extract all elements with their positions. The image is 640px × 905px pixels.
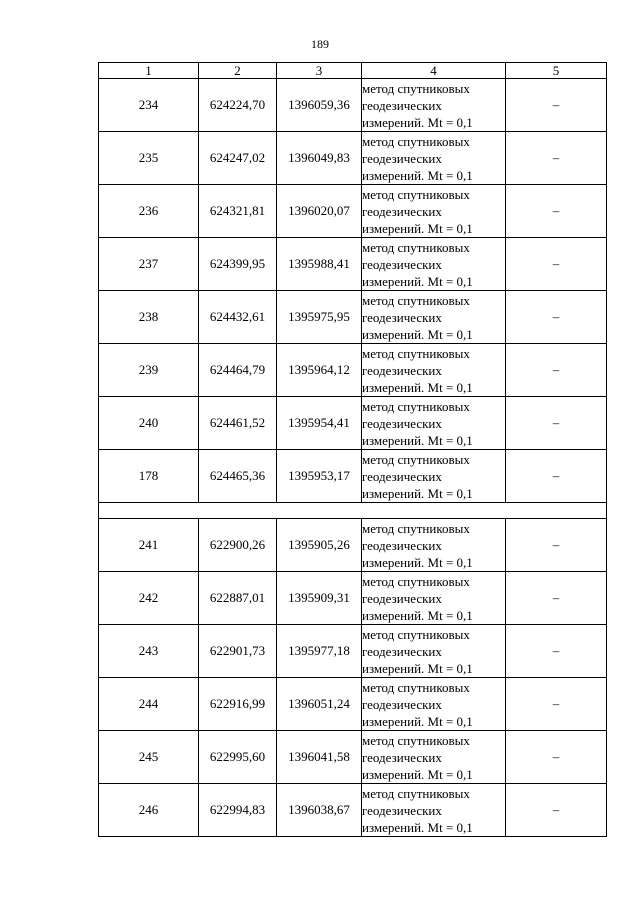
- x-coordinate-cell: 622901,73: [199, 625, 277, 678]
- y-coordinate-cell: 1395977,18: [277, 625, 362, 678]
- y-coordinate-cell: 1395988,41: [277, 238, 362, 291]
- method-line: измерений. Mt = 0,1: [362, 220, 473, 236]
- point-number-cell: 234: [99, 79, 199, 132]
- column-5-cell: –: [506, 519, 607, 572]
- method-line: измерений. Mt = 0,1: [362, 819, 473, 835]
- y-coordinate-cell: 1395953,17: [277, 450, 362, 503]
- method-line: метод спутниковых: [362, 186, 470, 202]
- method-line: геодезических: [362, 362, 442, 378]
- y-coordinate-cell: 1395909,31: [277, 572, 362, 625]
- spacer-row: [99, 503, 607, 519]
- table-row: [99, 397, 607, 450]
- method-line: измерений. Mt = 0,1: [362, 554, 473, 570]
- method-line: геодезических: [362, 590, 442, 606]
- x-coordinate-cell: 624224,70: [199, 79, 277, 132]
- method-line: метод спутниковых: [362, 133, 470, 149]
- x-coordinate-cell: 624432,61: [199, 291, 277, 344]
- table-row: [99, 731, 607, 784]
- method-line: измерений. Mt = 0,1: [362, 713, 473, 729]
- y-coordinate-cell: 1395905,26: [277, 519, 362, 572]
- method-cell: [362, 625, 506, 678]
- method-cell: [362, 450, 506, 503]
- method-line: геодезических: [362, 643, 442, 659]
- column-5-cell: –: [506, 678, 607, 731]
- method-line: метод спутниковых: [362, 345, 470, 361]
- method-cell: [362, 784, 506, 837]
- point-number-cell: 240: [99, 397, 199, 450]
- method-line: геодезических: [362, 802, 442, 818]
- column-5-cell: –: [506, 397, 607, 450]
- method-line: метод спутниковых: [362, 239, 470, 255]
- method-cell: [362, 79, 506, 132]
- point-number-cell: 242: [99, 572, 199, 625]
- method-line: измерений. Mt = 0,1: [362, 432, 473, 448]
- method-line: метод спутниковых: [362, 451, 470, 467]
- y-coordinate-cell: 1396038,67: [277, 784, 362, 837]
- table-row: [99, 519, 607, 572]
- method-line: измерений. Mt = 0,1: [362, 379, 473, 395]
- y-coordinate-cell: 1395975,95: [277, 291, 362, 344]
- table-row: [99, 132, 607, 185]
- point-number-cell: 245: [99, 731, 199, 784]
- x-coordinate-cell: 624321,81: [199, 185, 277, 238]
- method-line: геодезических: [362, 97, 442, 113]
- table-row: [99, 678, 607, 731]
- column-5-cell: –: [506, 731, 607, 784]
- column-5-cell: –: [506, 185, 607, 238]
- y-coordinate-cell: 1396051,24: [277, 678, 362, 731]
- point-number-cell: 178: [99, 450, 199, 503]
- x-coordinate-cell: 624247,02: [199, 132, 277, 185]
- column-5-cell: –: [506, 291, 607, 344]
- method-line: метод спутниковых: [362, 626, 470, 642]
- method-line: измерений. Mt = 0,1: [362, 167, 473, 183]
- method-cell: [362, 185, 506, 238]
- method-line: геодезических: [362, 309, 442, 325]
- point-number-cell: 243: [99, 625, 199, 678]
- y-coordinate-cell: 1396049,83: [277, 132, 362, 185]
- method-line: геодезических: [362, 150, 442, 166]
- table-row: [99, 79, 607, 132]
- method-cell: [362, 731, 506, 784]
- method-line: геодезических: [362, 749, 442, 765]
- y-coordinate-cell: 1396020,07: [277, 185, 362, 238]
- x-coordinate-cell: 622887,01: [199, 572, 277, 625]
- x-coordinate-cell: 624461,52: [199, 397, 277, 450]
- method-line: измерений. Mt = 0,1: [362, 326, 473, 342]
- point-number-cell: 235: [99, 132, 199, 185]
- method-line: метод спутниковых: [362, 292, 470, 308]
- x-coordinate-cell: 624399,95: [199, 238, 277, 291]
- method-line: геодезических: [362, 537, 442, 553]
- column-5-cell: –: [506, 79, 607, 132]
- method-line: метод спутниковых: [362, 679, 470, 695]
- method-line: геодезических: [362, 256, 442, 272]
- method-cell: [362, 678, 506, 731]
- column-5-cell: –: [506, 572, 607, 625]
- method-cell: [362, 519, 506, 572]
- point-number-cell: 241: [99, 519, 199, 572]
- column-5-cell: –: [506, 450, 607, 503]
- method-line: метод спутниковых: [362, 80, 470, 96]
- point-number-cell: 244: [99, 678, 199, 731]
- point-number-cell: 239: [99, 344, 199, 397]
- point-number-cell: 237: [99, 238, 199, 291]
- table-row: [99, 450, 607, 503]
- method-line: измерений. Mt = 0,1: [362, 766, 473, 782]
- column-5-cell: –: [506, 132, 607, 185]
- table-row: [99, 625, 607, 678]
- column-5-cell: –: [506, 344, 607, 397]
- method-line: измерений. Mt = 0,1: [362, 485, 473, 501]
- method-line: метод спутниковых: [362, 520, 470, 536]
- method-cell: [362, 344, 506, 397]
- x-coordinate-cell: 622900,26: [199, 519, 277, 572]
- method-line: метод спутниковых: [362, 398, 470, 414]
- y-coordinate-cell: 1395964,12: [277, 344, 362, 397]
- method-line: метод спутниковых: [362, 573, 470, 589]
- x-coordinate-cell: 622916,99: [199, 678, 277, 731]
- method-cell: [362, 572, 506, 625]
- spacer-cell: [99, 503, 607, 519]
- method-cell: [362, 397, 506, 450]
- x-coordinate-cell: 624465,36: [199, 450, 277, 503]
- method-cell: [362, 238, 506, 291]
- table-row: [99, 784, 607, 837]
- method-cell: [362, 291, 506, 344]
- method-cell: [362, 132, 506, 185]
- header-col-1: 1: [99, 63, 199, 79]
- x-coordinate-cell: 624464,79: [199, 344, 277, 397]
- page-number: 189: [311, 37, 329, 51]
- point-number-cell: 236: [99, 185, 199, 238]
- column-5-cell: –: [506, 625, 607, 678]
- table-row: [99, 572, 607, 625]
- table-row: [99, 344, 607, 397]
- table-row: [99, 291, 607, 344]
- x-coordinate-cell: 622994,83: [199, 784, 277, 837]
- method-line: геодезических: [362, 696, 442, 712]
- table-row: [99, 238, 607, 291]
- y-coordinate-cell: 1396041,58: [277, 731, 362, 784]
- header-col-5: 5: [506, 63, 607, 79]
- x-coordinate-cell: 622995,60: [199, 731, 277, 784]
- point-number-cell: 238: [99, 291, 199, 344]
- method-line: измерений. Mt = 0,1: [362, 660, 473, 676]
- y-coordinate-cell: 1396059,36: [277, 79, 362, 132]
- column-5-cell: –: [506, 238, 607, 291]
- method-line: геодезических: [362, 203, 442, 219]
- column-5-cell: –: [506, 784, 607, 837]
- header-col-2: 2: [199, 63, 277, 79]
- method-line: измерений. Mt = 0,1: [362, 607, 473, 623]
- method-line: метод спутниковых: [362, 732, 470, 748]
- table-row: [99, 185, 607, 238]
- method-line: измерений. Mt = 0,1: [362, 273, 473, 289]
- header-row: [99, 63, 607, 79]
- method-line: геодезических: [362, 468, 442, 484]
- header-col-3: 3: [277, 63, 362, 79]
- coordinates-table: [98, 62, 607, 837]
- y-coordinate-cell: 1395954,41: [277, 397, 362, 450]
- header-col-4: 4: [362, 63, 506, 79]
- method-line: метод спутниковых: [362, 785, 470, 801]
- method-line: геодезических: [362, 415, 442, 431]
- point-number-cell: 246: [99, 784, 199, 837]
- method-line: измерений. Mt = 0,1: [362, 114, 473, 130]
